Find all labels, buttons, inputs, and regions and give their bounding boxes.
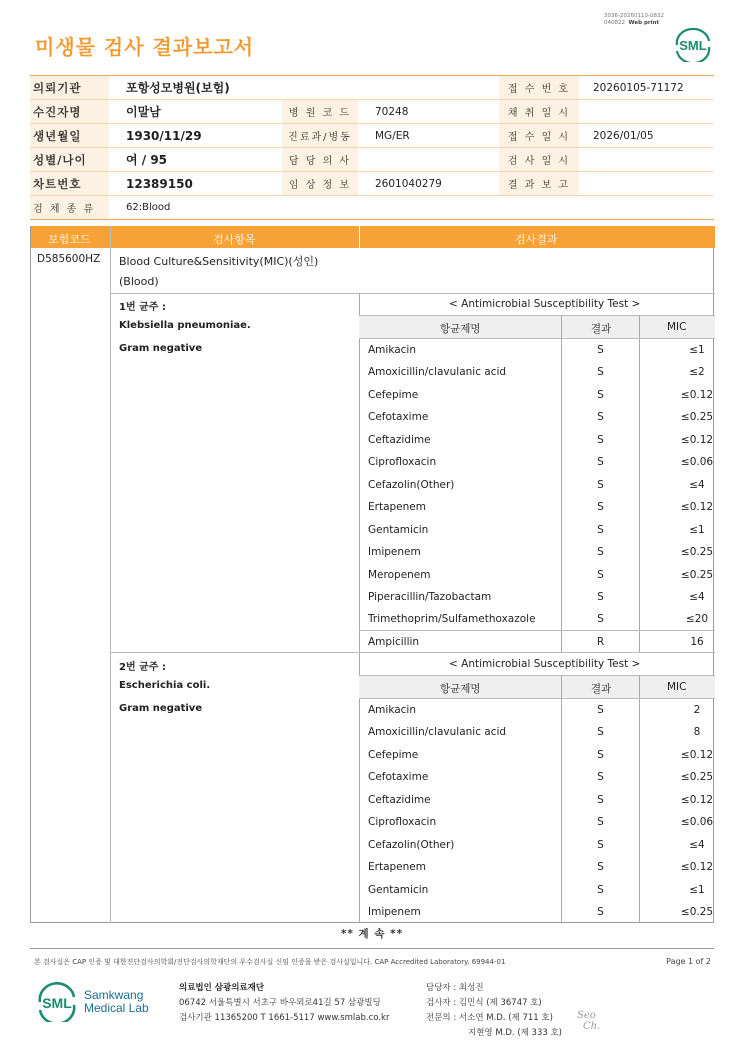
susceptibility-result: S — [597, 546, 604, 559]
susceptibility-result: S — [597, 344, 604, 356]
mic-value: ≤4 — [689, 838, 705, 851]
ast-row — [359, 856, 715, 878]
mic-value: 16 — [690, 635, 704, 648]
print-code: 040822 — [604, 20, 625, 26]
label-patient: 수진자명 — [30, 100, 109, 123]
drug-name: Ertapenem — [368, 501, 426, 514]
signature — [577, 1010, 600, 1032]
col-result: 결과 — [591, 683, 612, 695]
signature-2: Ch. — [583, 1021, 601, 1032]
lab-street: 06742 서울특별시 서초구 바우뫼로41길 57 삼광빌딩 — [179, 998, 381, 1008]
mic-value: ≤2 — [689, 366, 705, 379]
value-specimen: 62:Blood — [126, 202, 171, 213]
print-id: 3036-20260110-0832 — [604, 13, 664, 19]
ast-row — [359, 429, 715, 451]
susceptibility-result: S — [597, 388, 604, 401]
mic-value: ≤0.25 — [680, 411, 714, 424]
mic-value: ≤0.25 — [680, 546, 714, 559]
col-result: 결과 — [591, 323, 612, 335]
col-mic: MIC — [667, 321, 687, 333]
ast-row — [359, 721, 715, 743]
susceptibility-result: S — [597, 613, 604, 626]
susceptibility-result: S — [597, 456, 604, 469]
col-mic: MIC — [667, 681, 687, 693]
susceptibility-result: S — [597, 523, 604, 536]
susceptibility-result: S — [597, 411, 604, 424]
divider — [110, 293, 715, 294]
drug-name: Imipenem — [368, 546, 421, 559]
susceptibility-result: S — [597, 366, 604, 379]
mic-value: ≤1 — [689, 523, 705, 536]
drug-name: Ertapenem — [368, 861, 426, 874]
mic-value: ≤0.12 — [680, 433, 714, 446]
susceptibility-result: S — [597, 771, 604, 784]
ast-row — [359, 564, 715, 586]
label-tested: 검 사 일 시 — [499, 148, 579, 171]
mic-value: ≤0.12 — [680, 861, 714, 874]
ast-row — [359, 789, 715, 811]
mic-value: ≤1 — [689, 344, 705, 356]
label-hospital-code: 병 원 코 드 — [282, 100, 358, 123]
drug-name: Meropenem — [368, 568, 431, 581]
value-clinical: 2601040279 — [375, 177, 442, 190]
ast-row — [359, 406, 715, 428]
header-code: 보험코드 — [48, 233, 91, 246]
footer-divider — [30, 948, 714, 949]
organism-1-gram: Gram negative — [119, 343, 203, 354]
susceptibility-result: S — [597, 883, 604, 896]
insurance-code: D585600HZ — [37, 253, 101, 265]
test-specimen: (Blood) — [119, 275, 159, 288]
drug-name: Trimethoprim/Sulfamethoxazole — [368, 613, 536, 626]
susceptibility-result: S — [597, 906, 604, 919]
ast-title: < Antimicrobial Susceptibility Test > — [449, 658, 641, 670]
test-name: Blood Culture&Sensitivity(MIC)(성인) — [119, 255, 319, 268]
header-item: 검사항목 — [213, 233, 256, 246]
drug-name: Cefotaxime — [368, 771, 429, 784]
susceptibility-result: R — [596, 635, 605, 648]
ast-row — [359, 519, 715, 541]
lab-address — [179, 981, 389, 1026]
signature-1: Seo — [577, 1010, 596, 1021]
ast-column-header — [359, 316, 715, 338]
brand-name-2: Medical Lab — [84, 1001, 149, 1015]
ast-row — [359, 811, 715, 833]
logo-text: SML — [42, 995, 72, 1011]
ast-row — [359, 744, 715, 766]
drug-name: Ampicillin — [368, 635, 420, 648]
footer-logo — [36, 982, 149, 1025]
drug-name: Imipenem — [368, 906, 421, 919]
mic-value: ≤0.25 — [680, 568, 714, 581]
label-chart: 차트번호 — [30, 172, 109, 195]
result-header — [31, 226, 715, 248]
sml-logo-icon — [36, 982, 78, 1022]
ast-row — [359, 586, 715, 608]
brand-name-1: Samkwang — [84, 988, 144, 1002]
susceptibility-result: S — [597, 568, 604, 581]
sml-logo-icon — [673, 28, 713, 62]
mic-value: 2 — [693, 704, 701, 716]
drug-name: Ciprofloxacin — [368, 456, 437, 469]
value-chart: 12389150 — [126, 176, 193, 191]
col-drug: 항균제명 — [440, 323, 481, 335]
ast-column-header — [359, 676, 715, 698]
divider — [110, 226, 111, 923]
ast-row — [359, 496, 715, 518]
label-dob: 생년월일 — [30, 124, 109, 147]
susceptibility-result: S — [597, 704, 604, 716]
lab-name: 의료법인 삼광의료재단 — [179, 983, 265, 993]
organism-2-name: Escherichia coli. — [119, 680, 211, 691]
ast-row — [359, 631, 715, 653]
ast-row — [359, 699, 715, 721]
print-meta — [604, 13, 664, 27]
value-department: MG/ER — [375, 129, 410, 142]
organism-1-label: 1번 균주 : — [119, 302, 166, 313]
mic-value: ≤0.12 — [680, 388, 714, 401]
value-accession: 20260105-71172 — [593, 81, 684, 94]
lab-contact: 검사기관 11365200 T 1661-5117 www.smlab.co.kr — [179, 1013, 390, 1023]
susceptibility-result: S — [597, 793, 604, 806]
label-specimen: 검 체 종 류 — [30, 196, 109, 219]
label-sex-age: 성별/나이 — [30, 148, 109, 171]
drug-name: Cefepime — [368, 388, 419, 401]
info-row — [30, 100, 714, 124]
label-accession: 접 수 번 호 — [499, 76, 579, 99]
mic-value: ≤0.25 — [680, 771, 714, 784]
label-clinical: 임 상 정 보 — [282, 172, 358, 195]
ast-row — [359, 384, 715, 406]
info-row — [30, 75, 714, 100]
drug-name: Cefepime — [368, 748, 419, 761]
organism-1-name: Klebsiella pneumoniae. — [119, 320, 251, 331]
mic-value: ≤0.06 — [680, 456, 714, 469]
divider — [359, 226, 360, 248]
drug-name: Amoxicillin/clavulanic acid — [368, 366, 507, 379]
label-collected: 채 취 일 시 — [499, 100, 579, 123]
ast-row — [359, 474, 715, 496]
ast-row — [359, 361, 715, 383]
ast-row — [359, 901, 715, 923]
ast-row — [359, 339, 715, 361]
info-row — [30, 172, 714, 196]
mic-value: 8 — [693, 726, 701, 739]
info-row — [30, 196, 714, 220]
label-doctor: 담 당 의 사 — [282, 148, 358, 171]
mic-value: ≤0.06 — [680, 816, 714, 829]
susceptibility-result: S — [597, 816, 604, 829]
label-institution: 의뢰기관 — [30, 76, 109, 99]
ast-row — [359, 834, 715, 856]
label-reported: 결 과 보 고 — [499, 172, 579, 195]
susceptibility-result: S — [597, 433, 604, 446]
drug-name: Ceftazidime — [368, 793, 431, 806]
ast-row — [359, 879, 715, 901]
mic-value: ≤20 — [685, 613, 709, 626]
drug-name: Gentamicin — [368, 523, 429, 536]
ast-row — [359, 541, 715, 563]
drug-name: Amoxicillin/clavulanic acid — [368, 726, 507, 739]
value-patient: 이말남 — [126, 105, 161, 119]
susceptibility-result: S — [597, 726, 604, 739]
drug-name: Ceftazidime — [368, 433, 431, 446]
certification-note: 본 검사실은 CAP 인증 및 대한진단검사의학회/진단검사의학재단의 우수검사실 신임 인증을 받은 검사실입니다. CAP Accredited Laboratory. 69944-01 — [34, 958, 506, 966]
susceptibility-result: S — [597, 478, 604, 491]
mic-value: ≤0.12 — [680, 748, 714, 761]
susceptibility-result: S — [597, 748, 604, 761]
susceptibility-result: S — [597, 861, 604, 874]
mic-value: ≤4 — [689, 590, 705, 603]
staff-tester: 검사자 : 김민식 (제 36747 호) — [426, 998, 542, 1008]
drug-name: Cefazolin(Other) — [368, 838, 455, 851]
logo-text: SML — [679, 38, 707, 53]
patient-info-table — [30, 75, 714, 220]
label-received: 접 수 일 시 — [499, 124, 579, 147]
susceptibility-result: S — [597, 838, 604, 851]
label-department: 진료과/병동 — [282, 124, 358, 147]
info-row — [30, 148, 714, 172]
drug-name: Cefazolin(Other) — [368, 478, 455, 491]
header-result: 검사결과 — [515, 233, 558, 246]
staff-manager: 담당자 : 최성진 — [426, 983, 484, 993]
mic-value: ≤0.12 — [680, 793, 714, 806]
page-number: Page 1 of 2 — [666, 957, 711, 966]
ast-row — [359, 608, 715, 630]
continued-mark: ** 계 속 ** — [340, 928, 404, 940]
mic-value: ≤0.12 — [680, 501, 714, 514]
value-sex-age: 여 / 95 — [126, 153, 168, 167]
drug-name: Ciprofloxacin — [368, 816, 437, 829]
result-table — [30, 226, 714, 923]
ast-title: < Antimicrobial Susceptibility Test > — [449, 298, 641, 310]
organism-2-label: 2번 균주 : — [119, 662, 166, 673]
drug-name: Cefotaxime — [368, 411, 429, 424]
ast-row — [359, 451, 715, 473]
staff-list — [426, 981, 562, 1041]
info-row — [30, 124, 714, 148]
drug-name: Piperacillin/Tazobactam — [368, 590, 492, 603]
susceptibility-result: S — [597, 590, 604, 603]
value-dob: 1930/11/29 — [126, 128, 202, 143]
staff-specialist-1: 전문의 : 서소연 M.D. (제 711 호) — [426, 1013, 553, 1023]
drug-name: Amikacin — [368, 704, 417, 716]
value-received: 2026/01/05 — [593, 129, 654, 142]
susceptibility-result: S — [597, 501, 604, 514]
organism-2-gram: Gram negative — [119, 703, 203, 714]
report-title: 미생물 검사 결과보고서 — [35, 35, 255, 59]
value-institution: 포항성모병원(보험) — [126, 81, 230, 95]
mic-value: ≤4 — [689, 478, 705, 491]
drug-name: Gentamicin — [368, 883, 429, 896]
staff-specialist-2: 지현영 M.D. (제 333 호) — [468, 1028, 563, 1038]
print-type: Web print — [628, 20, 660, 26]
ast-row — [359, 766, 715, 788]
mic-value: ≤1 — [689, 883, 705, 896]
value-hospital-code: 70248 — [375, 105, 409, 118]
col-drug: 항균제명 — [440, 683, 481, 695]
drug-name: Amikacin — [368, 344, 417, 356]
mic-value: ≤0.25 — [680, 906, 714, 919]
